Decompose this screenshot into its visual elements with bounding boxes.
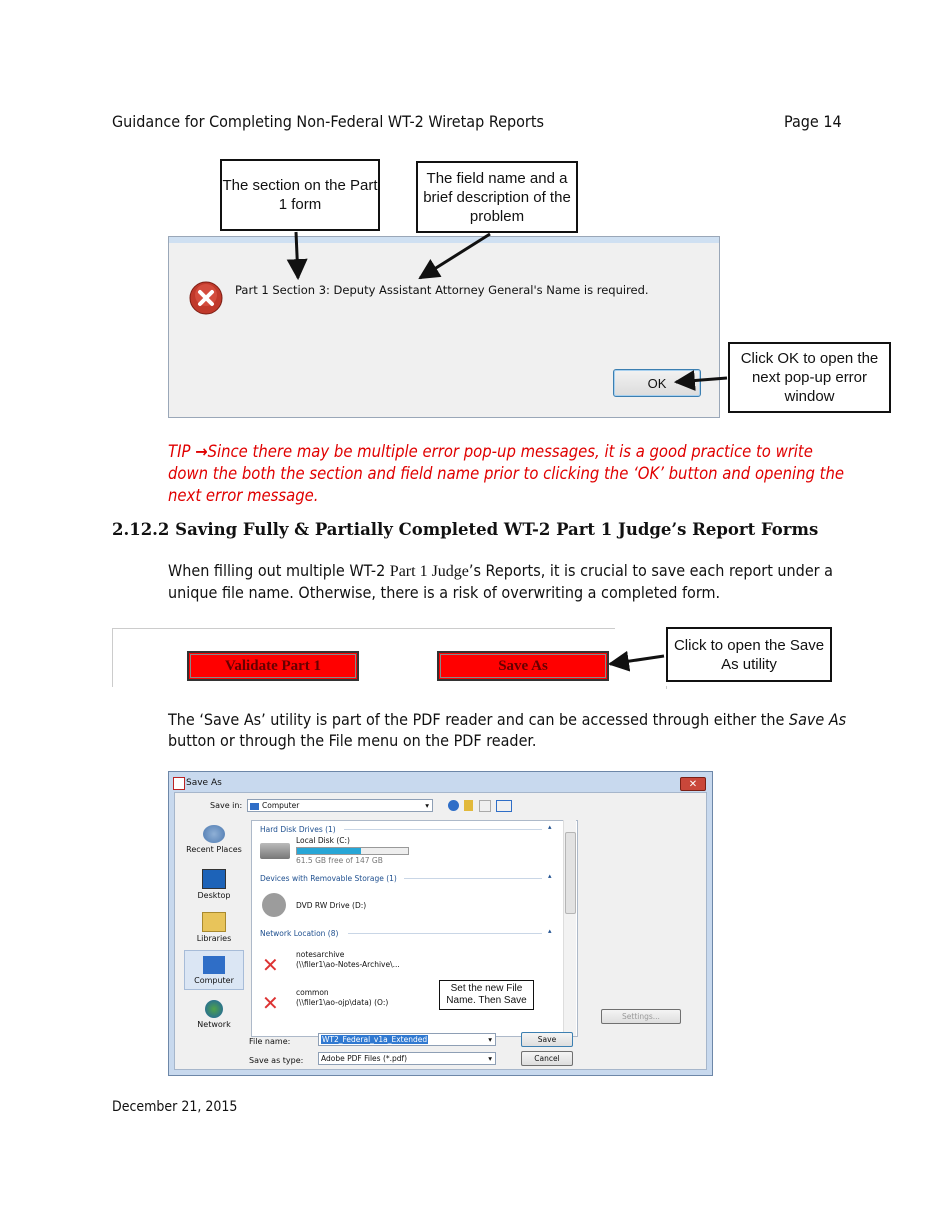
para1-start: When filling out multiple WT-2 — [168, 561, 390, 580]
para2-end: button or through the File menu on the PDF reader. — [168, 731, 537, 750]
dvd-drive-icon — [262, 893, 286, 917]
para1-serif: Part 1 Judge — [389, 563, 469, 580]
place-label: Recent Places — [186, 845, 242, 854]
place-network[interactable] — [184, 1000, 244, 1029]
paragraph-save-as-utility — [168, 709, 848, 751]
validate-part1-button[interactable]: Validate Part 1 — [187, 651, 359, 681]
save-as-type-select[interactable] — [318, 1052, 496, 1065]
disconnected-drive-icon: ✕ — [262, 991, 279, 1015]
dialog-title: Save As — [186, 778, 222, 788]
group-divider — [348, 933, 542, 934]
place-computer[interactable] — [184, 950, 244, 990]
computer-icon — [203, 956, 225, 974]
dvd-drive-name[interactable]: DVD RW Drive (D:) — [296, 901, 367, 910]
dialog-body — [174, 792, 707, 1070]
group-network: Network Location (8) — [260, 929, 339, 938]
save-in-label: Save in: — [210, 801, 243, 810]
chevron-down-icon: ▾ — [425, 801, 429, 810]
save-as-button[interactable]: Save As — [437, 651, 609, 681]
save-in-select[interactable] — [247, 799, 433, 812]
views-menu-icon[interactable] — [496, 800, 512, 812]
save-button[interactable]: Save — [521, 1032, 573, 1047]
callout-ok: Click OK to open the next pop-up error window — [728, 342, 891, 413]
place-desktop[interactable] — [184, 869, 244, 900]
para2-start: The ‘Save As’ utility is part of the PDF reader and can be accessed through either the — [168, 710, 789, 729]
place-label: Computer — [194, 976, 234, 985]
tip-arrow: → — [195, 442, 208, 461]
place-label: Libraries — [196, 934, 232, 943]
save-as-dialog — [168, 771, 713, 1076]
scrollbar-thumb[interactable] — [565, 832, 576, 914]
group-divider — [404, 878, 542, 879]
arrow-to-section — [296, 232, 298, 278]
paragraph-save-unique — [168, 560, 848, 603]
callout-filename: Set the new File Name. Then Save — [439, 980, 534, 1010]
arrow-to-saveas — [610, 656, 664, 664]
collapse-icon[interactable]: ▴ — [548, 823, 552, 831]
collapse-icon[interactable]: ▴ — [548, 927, 552, 935]
arrow-to-ok — [676, 378, 727, 382]
callout-section: The section on the Part 1 form — [220, 159, 380, 231]
desktop-icon — [202, 869, 226, 889]
chevron-down-icon: ▾ — [488, 1054, 492, 1063]
section-title: 2.12.2 Saving Fully & Partially Completed WT-2 Part 1 Judge’s Report Forms — [112, 520, 819, 539]
disconnected-drive-icon: ✕ — [262, 953, 279, 977]
footer-date: December 21, 2015 — [112, 1099, 238, 1115]
arrow-to-field — [420, 234, 490, 278]
settings-button[interactable]: Settings... — [601, 1009, 681, 1024]
place-label: Network — [197, 1020, 231, 1029]
para2-italic: Save As — [788, 710, 847, 729]
tip-lead: TIP — [168, 442, 191, 461]
tip-body: Since there may be multiple error pop-up messages, it is a good practice to write down the both the section and field name prior to clicking the ‘OK’ button and opening the next error message. — [168, 442, 845, 505]
group-hdd: Hard Disk Drives (1) — [260, 825, 336, 834]
network-icon — [205, 1000, 223, 1018]
disk-usage-fill — [297, 848, 361, 854]
common-name[interactable]: common — [296, 988, 329, 997]
callout-saveas: Click to open the Save As utility — [666, 627, 832, 682]
callout-field: The field name and a brief description of the problem — [416, 161, 578, 233]
local-disk-free: 61.5 GB free of 147 GB — [296, 856, 383, 865]
collapse-icon[interactable]: ▴ — [548, 872, 552, 880]
save-as-type-value: Adobe PDF Files (*.pdf) — [321, 1054, 408, 1063]
chevron-down-icon: ▾ — [488, 1035, 492, 1044]
running-header: Guidance for Completing Non-Federal WT-2 Wiretap Reports — [112, 112, 544, 131]
hard-disk-icon — [260, 843, 290, 859]
filename-label: File name: — [249, 1037, 291, 1046]
up-folder-icon[interactable] — [464, 800, 473, 811]
back-icon[interactable] — [448, 800, 459, 811]
common-path: (\\filer1\ao-ojp\data) (O:) — [296, 998, 389, 1007]
notes-path: (\\filer1\ao-Notes-Archive\... — [296, 960, 400, 969]
strip-divider — [666, 686, 667, 689]
filename-input[interactable] — [318, 1033, 496, 1046]
place-recent[interactable] — [184, 825, 244, 854]
ok-button[interactable]: OK — [613, 369, 701, 397]
filename-value: WT2_Federal_v1a_Extended — [322, 1035, 428, 1044]
save-in-value: Computer — [262, 801, 300, 810]
group-divider — [344, 829, 542, 830]
tip-text — [168, 441, 848, 507]
new-folder-icon[interactable] — [479, 800, 491, 812]
place-libraries[interactable] — [184, 912, 244, 943]
pdf-icon — [173, 777, 185, 790]
libraries-icon — [202, 912, 226, 932]
scrollbar[interactable] — [563, 820, 576, 1036]
error-message: Part 1 Section 3: Deputy Assistant Attorney General's Name is required. — [235, 283, 649, 297]
close-button[interactable]: ✕ — [680, 777, 706, 791]
computer-icon — [250, 803, 259, 810]
notes-name[interactable]: notesarchive — [296, 950, 345, 959]
page-number: Page 14 — [784, 112, 842, 131]
local-disk-name[interactable]: Local Disk (C:) — [296, 836, 350, 845]
cancel-button[interactable]: Cancel — [521, 1051, 573, 1066]
group-removable: Devices with Removable Storage (1) — [260, 874, 397, 883]
para1-end: ’s Reports, it is crucial to save each report under a unique file name. Otherwise, there is a risk of overwriting a completed form. — [168, 561, 833, 602]
disk-usage-bar — [296, 847, 409, 855]
recent-places-icon — [203, 825, 225, 843]
save-as-type-label: Save as type: — [249, 1056, 304, 1065]
place-label: Desktop — [197, 891, 231, 900]
